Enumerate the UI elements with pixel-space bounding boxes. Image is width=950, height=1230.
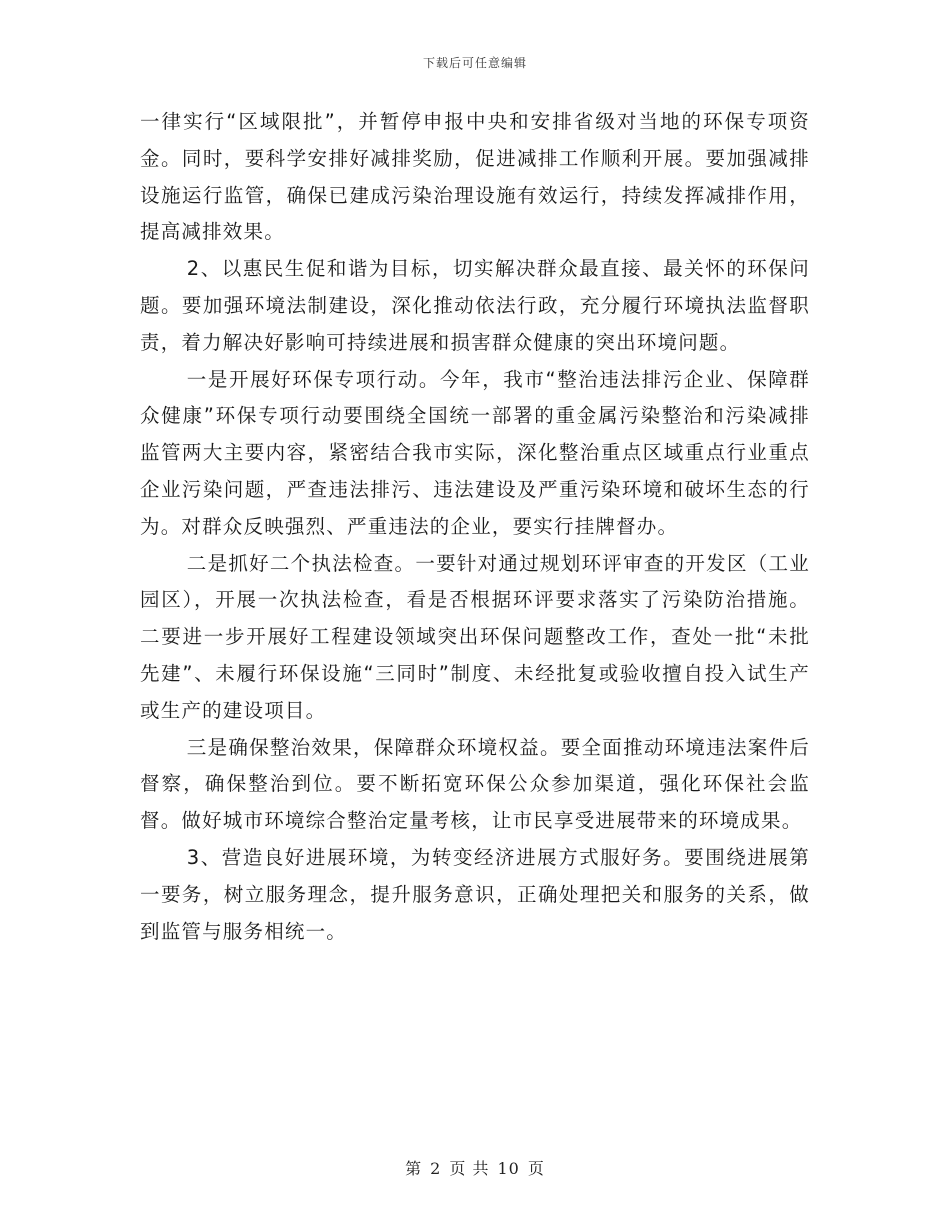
paragraph-section-2: 2、以惠民生促和谐为目标，切实解决群众最直接、最关怀的环保问题。要加强环境法制建设，深化推动依法行政，充分履行环境执法监督职责，着力解决好影响可持续进展和损害群众健康的突出环境问题。 xyxy=(140,257,810,354)
footer-suffix: 页 xyxy=(527,1159,545,1178)
header-note: 下载后可任意编辑 xyxy=(422,56,527,70)
paragraph-item-2: 二是抓好二个执法检查。一要针对通过规划环评审查的开发区（工业园区），开展一次执法检查，看是否根据环评要求落实了污染防治措施。二要进一步开展好工程建设领域突出环保问题整改工作，查处一批“未批先建”、未履行环保设施“三同时”制度、未经批复或验收擅自投入试生产或生产的建设项目。 xyxy=(140,551,810,722)
document-body xyxy=(140,104,810,950)
paragraph-continuation: 一律实行“区域限批”，并暂停申报中央和安排省级对当地的环保专项资金。同时，要科学安排好减排奖励，促进减排工作顺利开展。要加强减排设施运行监管，确保已建成污染治理设施有效运行，持续发挥减排作用，提高减排效果。 xyxy=(140,110,810,244)
paragraph-item-3: 三是确保整治效果，保障群众环境权益。要全面推动环境违法案件后督察，确保整治到位。要不断拓宽环保公众参加渠道，强化环保社会监督。做好城市环境综合整治定量考核，让市民享受进展带来的环境成果。 xyxy=(140,735,810,833)
paragraph-section-3: 3、营造良好进展环境，为转变经济进展方式服好务。要围绕进展第一要务，树立服务理念，提升服务意识，正确处理把关和服务的关系，做到监管与服务相统一。 xyxy=(140,845,810,943)
total-pages-number: 10 xyxy=(497,1159,520,1178)
footer-middle: 页 共 xyxy=(449,1159,490,1178)
page-number-footer xyxy=(0,1156,950,1179)
paragraph-item-1: 一是开展好环保专项行动。今年，我市“整治违法排污企业、保障群众健康”环保专项行动要围绕全国统一部署的重金属污染整治和污染减排监管两大主要内容，紧密结合我市实际，深化整治重点区域重点行业重点企业污染问题，严查违法排污、违法建设及严重污染环境和破坏生态的行为。对群众反映强烈、严重违法的企业，要实行挂牌督办。 xyxy=(140,367,810,538)
footer-prefix: 第 xyxy=(405,1159,423,1178)
current-page-number: 2 xyxy=(430,1159,442,1178)
